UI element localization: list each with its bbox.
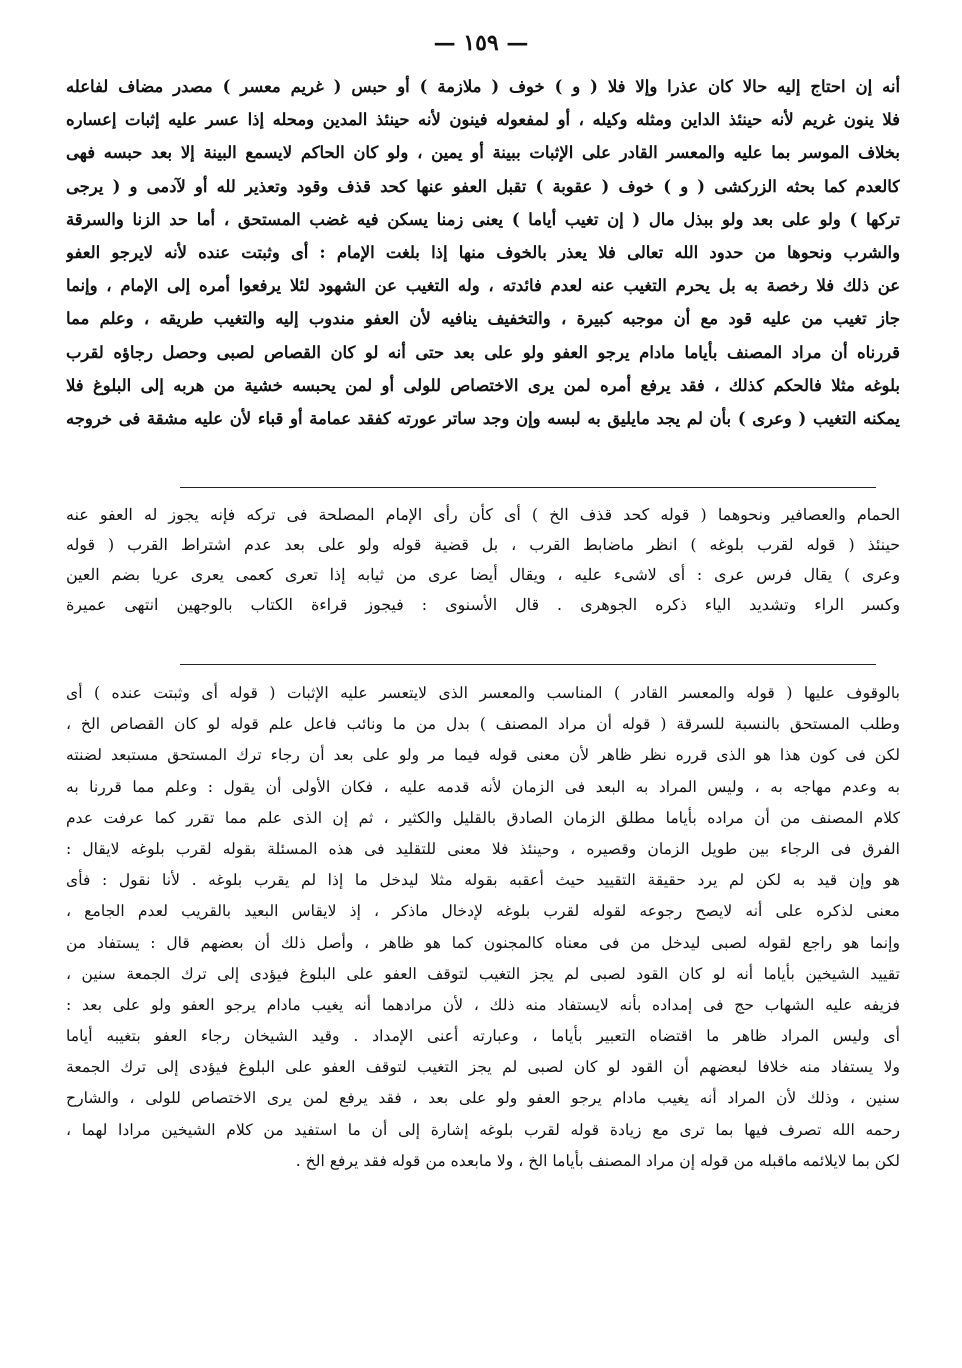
footnote-1: [66, 500, 900, 620]
footnote-2-line: فزيفه عليه الشهاب حج فى إمداده بأنه لايستفاد منه ذلك ، لأن مرادهما أنه يغيب مادام يرجو العفو ولو على بعد :: [66, 995, 900, 1014]
page-number: — ١٥٩ —: [433, 30, 529, 56]
footnote-2-line: ولا يستفاد منه خلافا لبعضهم أن القود لو كان لصبى لم يجز التغيب لتوقف العفو على البلوغ فيؤدى إلى ترك الجمعة: [66, 1058, 900, 1077]
footnote-2-line: رحمه الله تصرف فيها بما ترى مع زيادة قوله لقرب بلوغه إشارة إلى أن ما استفيد من كلام الشيخين مرادا لهما ،: [66, 1120, 900, 1139]
main-text-line: فلا ينون غريم لأنه حينئذ الداين ومثله وكيله ، أو لمفعوله فينون لأنه حينئذ المدين ومحله إذا عسر عليه إثبات إعساره: [66, 110, 900, 130]
footnote-2-line: وطلب المستحق بالنسبة للسرقة ( قوله أن مراد المصنف ) بدل من ما ونائب فاعل علم قوله لو كان القصاص الخ ،: [66, 715, 900, 734]
main-text-line: والشرب ونحوها من حدود الله تعالى فلا يعذر بالخوف منها إذا بلغت الإمام : أى وثبتت عنده لأنه لايرجو العفو: [66, 242, 900, 262]
footnote-2-line: تقييد الشيخين بأياما أنه لو كان القود لصبى لم يجز التغيب لتوقف العفو على البلوغ فيؤدى إلى ترك الجمعة سنين ،: [66, 964, 900, 983]
main-text-line: عن ذلك فلا رخصة به بل يحرم التغيب عنه لعدم فائدته ، وله التغيب عن الشهود لئلا يرفعوا أمره إلى الإمام ، وإنما: [66, 276, 900, 296]
footnote-2-line: وإنما هو راجع لقوله لصبى ليدخل من فى معناه كالمجنون كما هو ظاهر ، وأصل ذلك أن بعضهم قال : يستفاد من: [66, 933, 900, 952]
main-text-line: جاز تغيب من عليه قود مع أن موجبه كبيرة ، والتخفيف ينافيه لأن العفو مندوب إليه والتغيب طريقه ، وعلم مما: [66, 309, 900, 329]
main-text-line: كالعدم كما بحثه الزركشى ( و ) خوف ( عقوبة ) تقبل العفو عنها كحد قذف وقود وتعذير لله أو لآدمى و ( يرجى: [66, 176, 900, 196]
footnote-1-line: حينئذ ( قوله لقرب بلوغه ) انظر ماضابط القرب ، بل قضية قوله ولو على بعد عدم اشتراط القرب ( قوله: [66, 535, 900, 554]
footnote-2-line: أى وليس المراد ظاهر ما اقتضاه التعبير بأياما ، وعبارته أعنى الإمداد . وقيد الشيخان رجاء العفو بتغيبه أياما: [66, 1027, 900, 1046]
footnote-2-line: هو وإن قيد به لكن لم يرد حقيقة التقييد حيث أعقبه بقوله مثلا ليدخل ما إذا لم يقرب بلوغه . لأنا نقول : فأى: [66, 871, 900, 890]
main-text: [66, 70, 900, 435]
footnote-2-line: به وعدم مهاجه به ، وليس المراد به البعد فى الزمان لأنه قدمه عليه ، فكان الأولى أن يقول : وعلم مما قررنا به: [66, 777, 900, 796]
footnote-2-line: معنى لذكره على أنه لايصح رجوعه لقوله لقرب بلوغه لإدخال ماذكر ، إذ لايقاس البعيد بالقريب لعدم الجامع ،: [66, 902, 900, 921]
footnote-divider: [180, 664, 876, 665]
footnote-2-line: كلام المصنف من أن مراده بأياما مطلق الزمان الصادق بالقليل والكثير ، ثم إن الذى علم مما تقرر كما عرفت عدم: [66, 808, 900, 827]
footnote-2-line: بالوقوف عليها ( قوله والمعسر القادر ) المناسب والمعسر الذى لايتعسر عليه الإثبات ( قوله أى وثبتت عنده ) أى: [66, 684, 900, 702]
footnote-2-line: الفرق فى الرجاء بين طويل الزمان وقصيره ، وحينئذ فلا معنى للتقليد فى هذه المسئلة بقوله لقرب بلوغه لايقال :: [66, 839, 900, 858]
footnote-1-line: وعرى ) يقال فرس عرى : أى لاشىء عليه ، ويقال أيضا عرى من ثيابه إذا تعرى كعمى يعرى عريا بضم العين: [66, 565, 900, 584]
footnote-2: [66, 678, 900, 1177]
main-text-line: بخلاف الموسر بما عليه والمعسر القادر على الإثبات ببينة أو يمين ، ولو كان الحاكم لايسمع البينة إلا بعد حبسه فهى: [66, 143, 900, 163]
main-text-line: قررناه أن مراد المصنف بأياما مادام يرجو العفو ولو على بعد حتى أنه لو كان القصاص لصبى وحصل رجاؤه لقرب: [66, 342, 900, 362]
footnote-1-line: الحمام والعصافير ونحوهما ( قوله كحد قذف الخ ) أى كأن رأى الإمام المصلحة فى تركه فإنه يجوز له العفو عنه: [66, 505, 900, 524]
main-text-line: تركها ) ولو على بعد ولو ببذل مال ( إن تغيب أياما ) يعنى زمنا يسكن فيه غضب المستحق ، أما حد الزنا والسرقة: [66, 209, 900, 229]
main-text-line: أنه إن احتاج إليه حالا كان عذرا وإلا فلا ( و ) خوف ( ملازمة ) أو حبس ( غريم معسر ) مصدر مضاف لفاعله: [66, 77, 900, 96]
main-text-line: بلوغه مثلا فالحكم كذلك ، فقد يرفع أمره لمن يرى الاختصاص للولى أو لمن يحبسه خشية من هربه إلى البلوغ فلا: [66, 375, 900, 395]
footnote-2-line: لكن فى كون هذا هو الذى قرره نظر ظاهر لأن معنى قوله فيما مر ولو على بعد أن رجاء ترك المستحق مستبعد لضنته: [66, 746, 900, 765]
footnote-2-line: سنين ، وذلك لأن المراد أنه يغيب مادام يرجو العفو ولو على بعد ، فقد يرفع لمن يرى الاختصاص للولى ، والشارح: [66, 1089, 900, 1108]
main-text-line: يمكنه التغيب ( وعرى ) بأن لم يجد مايليق به لبسه وإن وجد ساتر عورته كفقد عمامة أو قباء لأن عليه مشقة فى خروجه: [66, 408, 900, 428]
footnote-1-line: وكسر الراء وتشديد الياء ذكره الجوهرى . قال الأسنوى : فيجوز قراءة الكتاب بالوجهين انتهى عميرة: [66, 595, 900, 614]
footnote-2-line: لكن بما لايلائمه ماقبله من قوله إن مراد المصنف بأياما الخ ، ولا مابعده من قوله فقد يرفع الخ .: [295, 1151, 900, 1170]
footnote-divider: [180, 487, 876, 488]
